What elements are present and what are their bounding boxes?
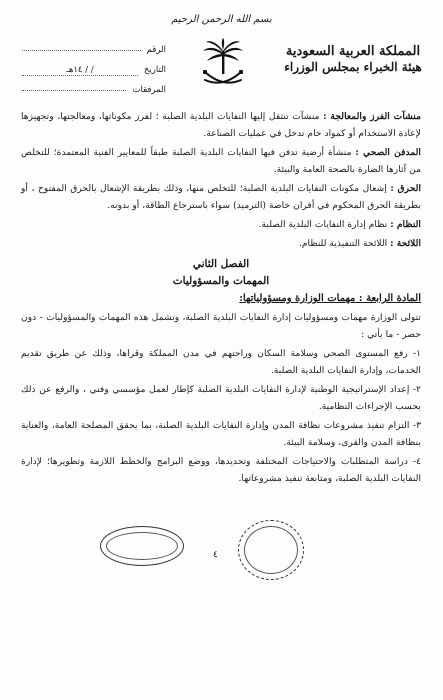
definition-text: منشأة أرضية تدفن فيها النفايات البلدية الصلبة طبقاً للمعايير الفنية المعتمدة؛ للتخلص من آثارها الضارة بالصحة العامة والبيئة. bbox=[21, 147, 421, 175]
article-title: المادة الرابعة : مهمات الوزارة ومسؤولياتها: bbox=[239, 293, 421, 304]
definition-text: منشآت تنتقل إليها النفايات البلدية الصلبة ؛ لفرز مكوناتها، ومعالجتها، وتجهيزها لإعادة الاستخدام أو كمواد خام تدخل في عمليات الصناعة. bbox=[21, 111, 421, 139]
definition-term: النظام : bbox=[390, 219, 421, 230]
chapter-title: الفصل الثاني bbox=[192, 258, 250, 270]
attachments-row bbox=[16, 80, 166, 100]
page-number: ٤ bbox=[213, 550, 218, 560]
definition-term: الحرق : bbox=[390, 183, 422, 194]
number-value bbox=[22, 50, 141, 51]
palm-swords-emblem-icon bbox=[201, 38, 245, 90]
seal-inner-ring bbox=[106, 532, 178, 560]
date-value: / / ١٤هـ bbox=[22, 65, 138, 76]
definition-sorting bbox=[21, 108, 421, 142]
list-item: ١- رفع المستوى الصحي وسلامة السكان وراحتهم في مدن المملكة وقراها، وذلك عن طريق تقديم الخدمات، وإدارة النفايات البلدية الصلبة. bbox=[21, 348, 421, 376]
list-item: ٣- التزام تنفيذ مشروعات نظافة المدن وإدارة النفايات البلدية الصلبة، بما يحقق المصلحة العامة، والعناية بنظافة المدن والقرى، وسلامة البيئة. bbox=[21, 420, 421, 448]
article-intro: تتولى الوزارة مهمات ومسؤوليات إدارة النفايات البلدية الصلبة، وتشمل هذه المهمات والمسؤوليات - دون حصر - ما يأتي : bbox=[21, 312, 421, 340]
seal-inner-ring bbox=[244, 526, 298, 574]
definition-text: نظام إدارة النفايات البلدية الصلبة. bbox=[258, 219, 388, 230]
document-body bbox=[21, 108, 421, 489]
definition-term: اللائحة : bbox=[390, 238, 421, 249]
definition-term: منشآت الفرز والمعالجة : bbox=[323, 111, 422, 122]
organization-name bbox=[283, 44, 423, 75]
official-seal-stamp-icon bbox=[100, 526, 184, 566]
org-line-2: هيئة الخبراء بمجلس الوزراء bbox=[284, 60, 422, 75]
chapter-subtitle: المهمات والمسؤوليات bbox=[172, 275, 270, 287]
definition-landfill bbox=[21, 144, 421, 178]
basmala: بسم الله الرحمن الرحيم bbox=[171, 14, 272, 25]
date-label: التاريخ bbox=[143, 65, 166, 75]
org-line-1: المملكة العربية السعودية bbox=[285, 44, 421, 59]
definition-text: إشعال مكونات النفايات البلدية الصلبة؛ للتخلص منها، وذلك بطريقة الإشعال بالحرق المفتوح ، أو بطريقة الحرق المحكوم في أفران خاصة (الترميد) سواء باسترجاع الطاقة، أو بدونه. bbox=[21, 183, 421, 211]
definition-text: اللائحة التنفيذية للنظام. bbox=[298, 238, 388, 249]
list-item: ٢- إعداد الإستراتيجية الوطنية لإدارة النفايات البلدية الصلبة كإطار لعمل مؤسسي وفني ، والرفع عن ذلك بحسب الإجراءات النظامية. bbox=[21, 384, 421, 412]
attachments-value bbox=[22, 90, 126, 91]
official-seal-stamp-icon bbox=[238, 520, 304, 580]
date-row bbox=[16, 60, 166, 80]
number-label: الرقم bbox=[146, 45, 166, 55]
definition-system bbox=[21, 216, 421, 233]
reference-block bbox=[16, 40, 166, 100]
definition-term: المدفن الصحي : bbox=[355, 147, 421, 158]
number-row bbox=[16, 40, 166, 60]
definition-incineration bbox=[21, 180, 421, 214]
attachments-label: المرفقات bbox=[132, 85, 166, 95]
definition-regulation bbox=[21, 235, 421, 252]
list-item: ٤- دراسة المتطلبات والاحتياجات المختلفة وتحديدها، ووضع البرامج والخطط اللازمة وتطويرها؛ لإدارة النفايات البلدية الصلبة، ومتابعة تنفيذ مشروعاتها. bbox=[21, 456, 421, 484]
